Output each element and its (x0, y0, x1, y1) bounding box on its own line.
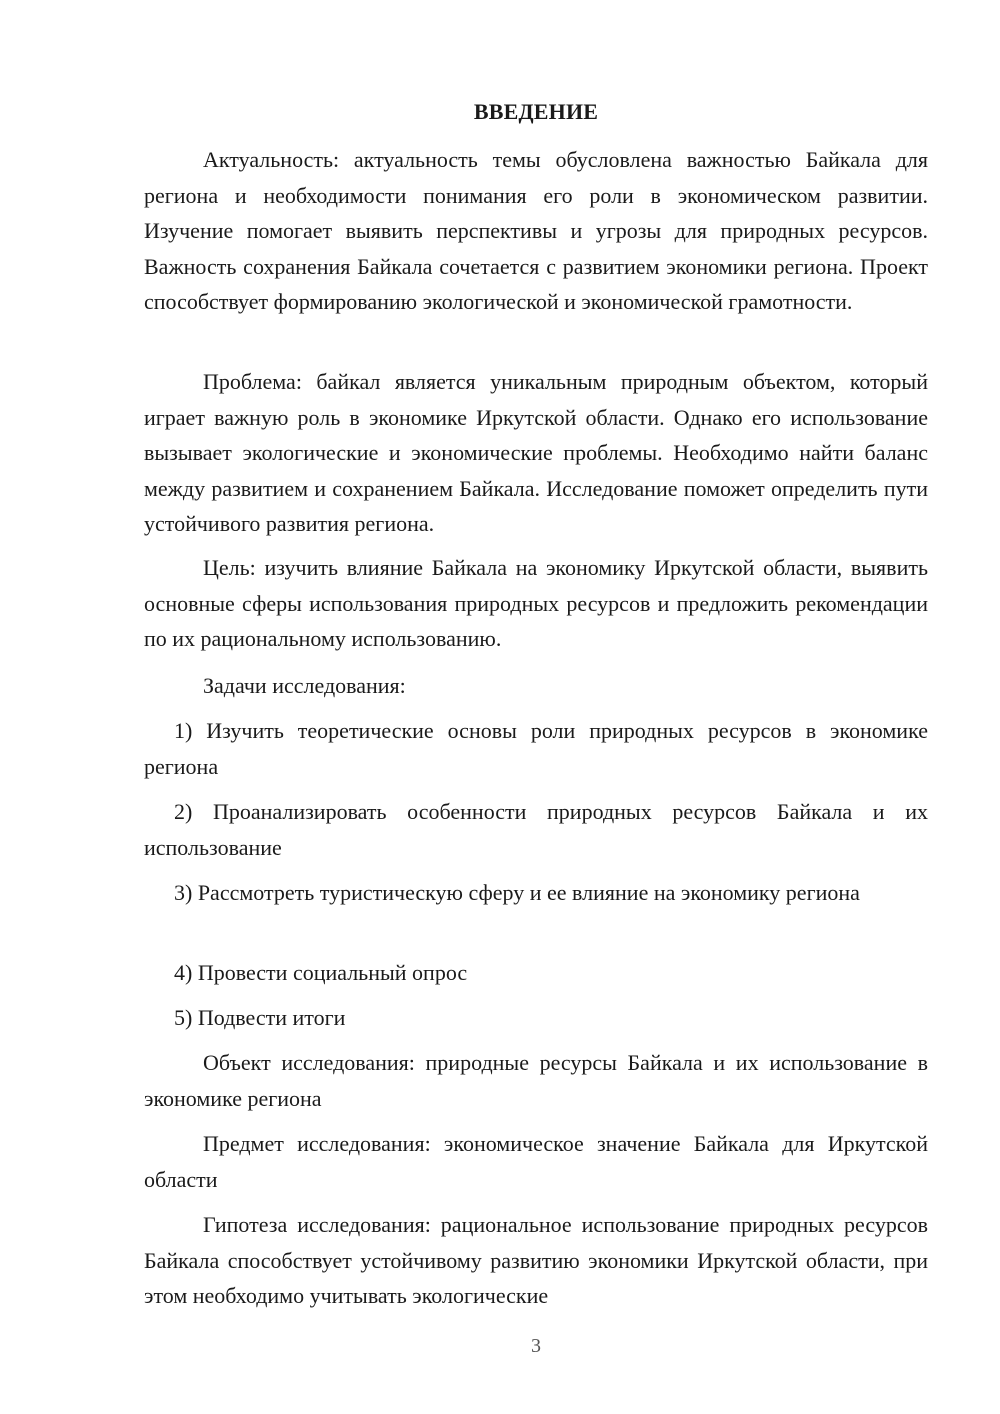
paragraph-problem: Проблема: байкал является уникальным природным объектом, который играет важную роль в экономике Иркутской области. Однако его использование вызывает экологические и экономические проблемы. Необходимо найти баланс между развитием и сохранением Байкала. Исследование поможет определить пути устойчивого развития региона. (144, 369, 928, 536)
task-item-4: 4) Провести социальный опрос (174, 960, 468, 985)
task-item-1: 1) Изучить теоретические основы роли природных ресурсов в экономике региона (144, 718, 928, 779)
paragraph-object: Объект исследования: природные ресурсы Байкала и их использование в экономике региона (144, 1050, 928, 1111)
paragraph-tasks-heading: Задачи исследования: (203, 673, 406, 698)
paragraph-subject: Предмет исследования: экономическое значение Байкала для Иркутской области (144, 1131, 928, 1192)
paragraph-goal: Цель: изучить влияние Байкала на экономику Иркутской области, выявить основные сферы использования природных ресурсов и предложить рекомендации по их рациональному использованию. (144, 555, 928, 651)
page-number: 3 (531, 1335, 541, 1357)
task-item-5: 5) Подвести итоги (174, 1005, 346, 1030)
paragraph-hypothesis: Гипотеза исследования: рациональное использование природных ресурсов Байкала способствует устойчивому развитию экономики Иркутской области, при этом необходимо учитывать экологические (144, 1212, 928, 1308)
paragraph-relevance: Актуальность: актуальность темы обусловлена важностью Байкала для региона и необходимости понимания его роли в экономическом развитии. Изучение помогает выявить перспективы и угрозы для природных ресурсов. Важность сохранения Байкала сочетается с развитием экономики региона. Проект способствует формированию экологической и экономической грамотности. (144, 147, 928, 314)
section-heading: ВВЕДЕНИЕ (473, 99, 599, 124)
task-item-3: 3) Рассмотреть туристическую сферу и ее влияние на экономику региона (174, 880, 860, 905)
task-item-2: 2) Проанализировать особенности природных ресурсов Байкала и их использование (144, 799, 928, 860)
